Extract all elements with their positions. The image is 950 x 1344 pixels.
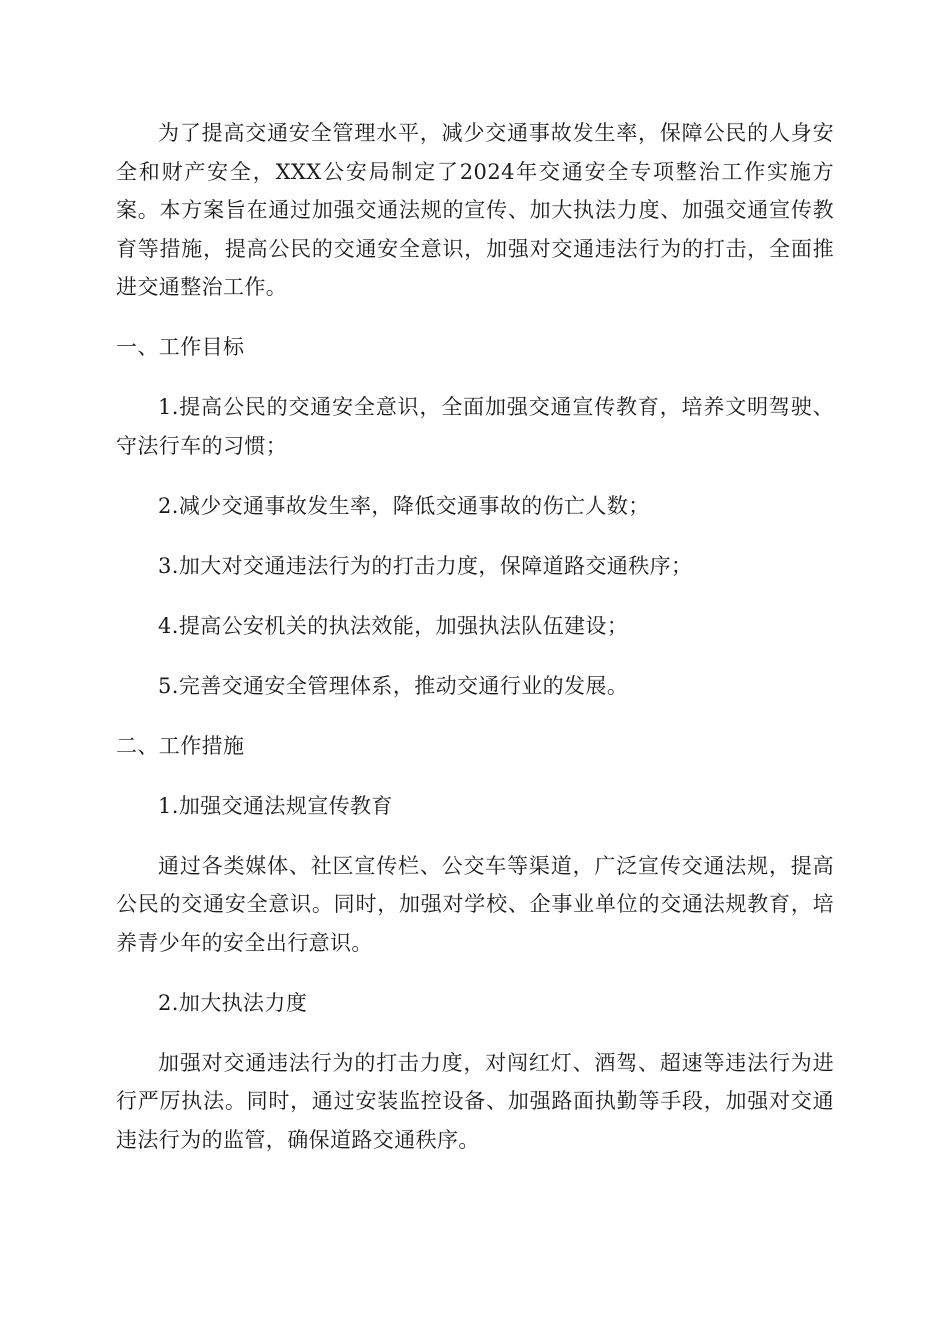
spacer — [116, 1022, 834, 1044]
measure-title-2: 2.加大执法力度 — [158, 990, 308, 1015]
section-heading-measures: 二、工作措施 — [116, 733, 245, 758]
goal-item-5: 5.完善交通安全管理体系，推动交通行业的发展。 — [158, 673, 629, 698]
goal-item-1: 1.提高公民的交通安全意识，全面加强交通宣传教育，培养文明驾驶、守法行车的习惯； — [116, 395, 834, 458]
measure-body-1: 通过各类媒体、社区宣传栏、公交车等渠道，广泛宣传交通法规，提高公民的交通安全意识。同时，加强对学校、企事业单位的交通法规教育，培养青少年的安全出行意识。 — [116, 853, 834, 955]
spacer — [116, 825, 834, 847]
spacer — [116, 645, 834, 667]
measure-body-2: 加强对交通违法行为的打击力度，对闯红灯、酒驾、超速等违法行为进行严厉执法。同时，通过安装监控设备、加强路面执勤等手段，加强对交通违法行为的监管，确保道路交通秩序。 — [116, 1050, 834, 1152]
section-heading-goals: 一、工作目标 — [116, 335, 245, 359]
goal-item-4: 4.提高公安机关的执法效能，加强执法队伍建设； — [158, 613, 629, 638]
spacer — [116, 465, 834, 487]
goal-item-3: 3.加大对交通违法行为的打击力度，保障道路交通秩序； — [158, 553, 693, 578]
goal-item-2: 2.减少交通事故发生率，降低交通事故的伤亡人数； — [158, 493, 650, 518]
measure-title-1: 1.加强交通法规宣传教育 — [158, 793, 393, 818]
document-body — [116, 114, 834, 1159]
spacer — [116, 367, 834, 389]
spacer — [116, 705, 834, 727]
spacer — [116, 307, 834, 329]
intro-paragraph: 为了提高交通安全管理水平，减少交通事故发生率，保障公民的人身安全和财产安全，XXX公安局制定了2024年交通安全专项整治工作实施方案。本方案旨在通过加强交通法规的宣传、加大执法力度、加强交通宣传教育等措施，提高公民的交通安全意识，加强对交通违法行为的打击，全面推进交通整治工作。 — [116, 121, 834, 299]
spacer — [116, 765, 834, 787]
spacer — [116, 525, 834, 547]
spacer — [116, 585, 834, 607]
spacer — [116, 962, 834, 984]
